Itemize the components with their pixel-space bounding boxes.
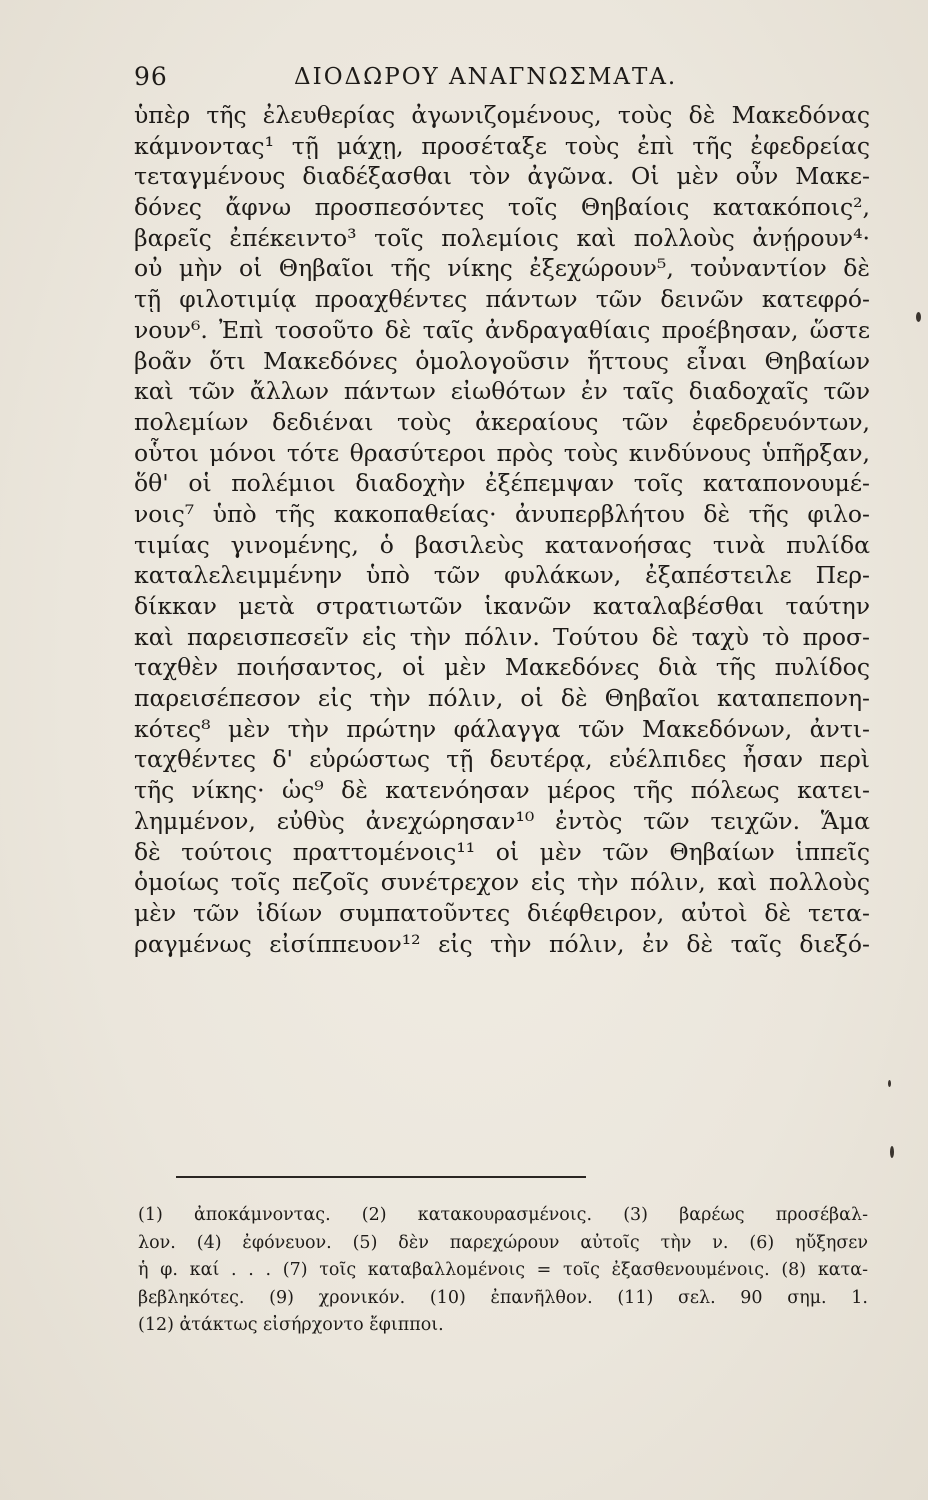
text-line: κάμνοντας¹ τῇ μάχῃ, προσέταξε τοὺς ἐπὶ τῆς ἐφεδρείας [134, 131, 870, 160]
text-line: ταχθὲν ποιήσαντος, οἱ μὲν Μακεδόνες διὰ τῆς πυλίδος [134, 653, 870, 682]
footnote-line: βεβληκότες. (9) χρονικόν. (10) ἐπανῆλθον. (11) σελ. 90 σημ. 1. [138, 1287, 868, 1308]
text-line: τεταγμένους διαδέξασθαι τὸν ἀγῶνα. Οἱ μὲν οὖν Μακε- [134, 162, 870, 191]
text-line: ὅθ' οἱ πολέμιοι διαδοχὴν ἐξέπεμψαν τοῖς καταπονουμέ- [134, 469, 870, 498]
text-line: καταλελειμμένην ὑπὸ τῶν φυλάκων, ἐξαπέστειλε Περ- [134, 561, 870, 590]
text-line: δόνες ἄφνω προσπεσόντες τοῖς Θηβαίοις κατακόποις², [134, 193, 870, 222]
text-line: τῆς νίκης· ὡς⁹ δὲ κατενόησαν μέρος τῆς πόλεως κατει- [134, 776, 870, 805]
footnote-line: (12) ἀτάκτως εἰσήρχοντο ἔφιπποι. [138, 1315, 444, 1335]
text-line: παρεισέπεσον εἰς τὴν πόλιν, οἱ δὲ Θηβαῖοι καταπεπονη- [134, 684, 870, 713]
body-text [134, 100, 870, 959]
text-line: δίκκαν μετὰ στρατιωτῶν ἱκανῶν καταλαβέσθαι ταύτην [134, 592, 870, 620]
text-line: ταχθέντες δ' εὐρώστως τῇ δευτέρᾳ, εὐέλπιδες ἦσαν περὶ [134, 745, 870, 774]
text-line: οὗτοι μόνοι τότε θρασύτεροι πρὸς τοὺς κινδύνους ὑπῆρξαν, [134, 438, 870, 467]
text-line: ὁμοίως τοῖς πεζοῖς συνέτρεχον εἰς τὴν πόλιν, καὶ πολλοὺς [134, 868, 870, 897]
text-line: μὲν τῶν ἰδίων συμπατοῦντες διέφθειρον, αὐτοὶ δὲ τετα- [134, 898, 870, 927]
footnote-divider [176, 1176, 586, 1178]
text-line: καὶ τῶν ἄλλων πάντων εἰωθότων ἐν ταῖς διαδοχαῖς τῶν [134, 377, 870, 406]
text-line: πολεμίων δεδιέναι τοὺς ἀκεραίους τῶν ἐφεδρευόντων, [134, 407, 870, 436]
footnote-line: ἡ φ. καί . . . (7) τοῖς καταβαλλομένοις = τοῖς ἐξασθενουμένοις. (8) κατα- [138, 1260, 868, 1280]
footnote-line: λον. (4) ἐφόνευον. (5) δὲν παρεχώρουν αὐτοῖς τὴν ν. (6) ηὔξησεν [138, 1232, 868, 1253]
text-line: νουν⁶. Ἐπὶ τοσοῦτο δὲ ταῖς ἀνδραγαθίαις προέβησαν, ὥστε [134, 315, 870, 344]
text-line: δὲ τούτοις πραττομένοις¹¹ οἱ μὲν τῶν Θηβαίων ἱππεῖς [134, 837, 870, 866]
text-line: κότες⁸ μὲν τὴν πρώτην φάλαγγα τῶν Μακεδόνων, ἀντι- [134, 714, 870, 743]
text-line: τῇ φιλοτιμίᾳ προαχθέντες πάντων τῶν δεινῶν κατεφρό- [134, 285, 870, 314]
ink-speck [888, 1080, 891, 1087]
text-line: καὶ παρεισπεσεῖν εἰς τὴν πόλιν. Τούτου δὲ ταχὺ τὸ προσ- [134, 622, 870, 651]
text-line: βοᾶν ὅτι Μακεδόνες ὁμολογοῦσιν ἥττους εἶναι Θηβαίων [134, 346, 870, 375]
ink-speck [890, 1146, 894, 1158]
page-header [134, 62, 874, 102]
text-line: οὐ μὴν οἱ Θηβαῖοι τῆς νίκης ἐξεχώρουν⁵, τοὐναντίον δὲ [134, 254, 870, 283]
text-line: βαρεῖς ἐπέκειντο³ τοῖς πολεμίοις καὶ πολλοὺς ἀνῄρουν⁴· [134, 223, 870, 252]
footnotes [138, 1202, 868, 1340]
text-line: τιμίας γινομένης, ὁ βασιλεὺς κατανοήσας τινὰ πυλίδα [134, 530, 870, 559]
ink-speck [916, 312, 921, 322]
text-line: νοις⁷ ὑπὸ τῆς κακοπαθείας· ἀνυπερβλήτου δὲ τῆς φιλο- [134, 499, 870, 528]
text-line: λημμένον, εὐθὺς ἀνεχώρησαν¹⁰ ἐντὸς τῶν τειχῶν. Ἅμα [134, 806, 870, 835]
footnote-line: (1) ἀποκάμνοντας. (2) κατακουρασμένοις. (3) βαρέως προσέβαλ- [138, 1205, 868, 1225]
running-head: ΔΙΟΔΩΡΟΥ ΑΝΑΓΝΩΣΜΑΤΑ. [294, 64, 678, 90]
text-line: ραγμένως εἰσίππευον¹² εἰς τὴν πόλιν, ἐν δὲ ταῖς διεξό- [134, 929, 870, 958]
text-line: ὑπὲρ τῆς ἐλευθερίας ἀγωνιζομένους, τοὺς δὲ Μακεδόνας [134, 101, 870, 129]
page-number: 96 [134, 62, 168, 91]
